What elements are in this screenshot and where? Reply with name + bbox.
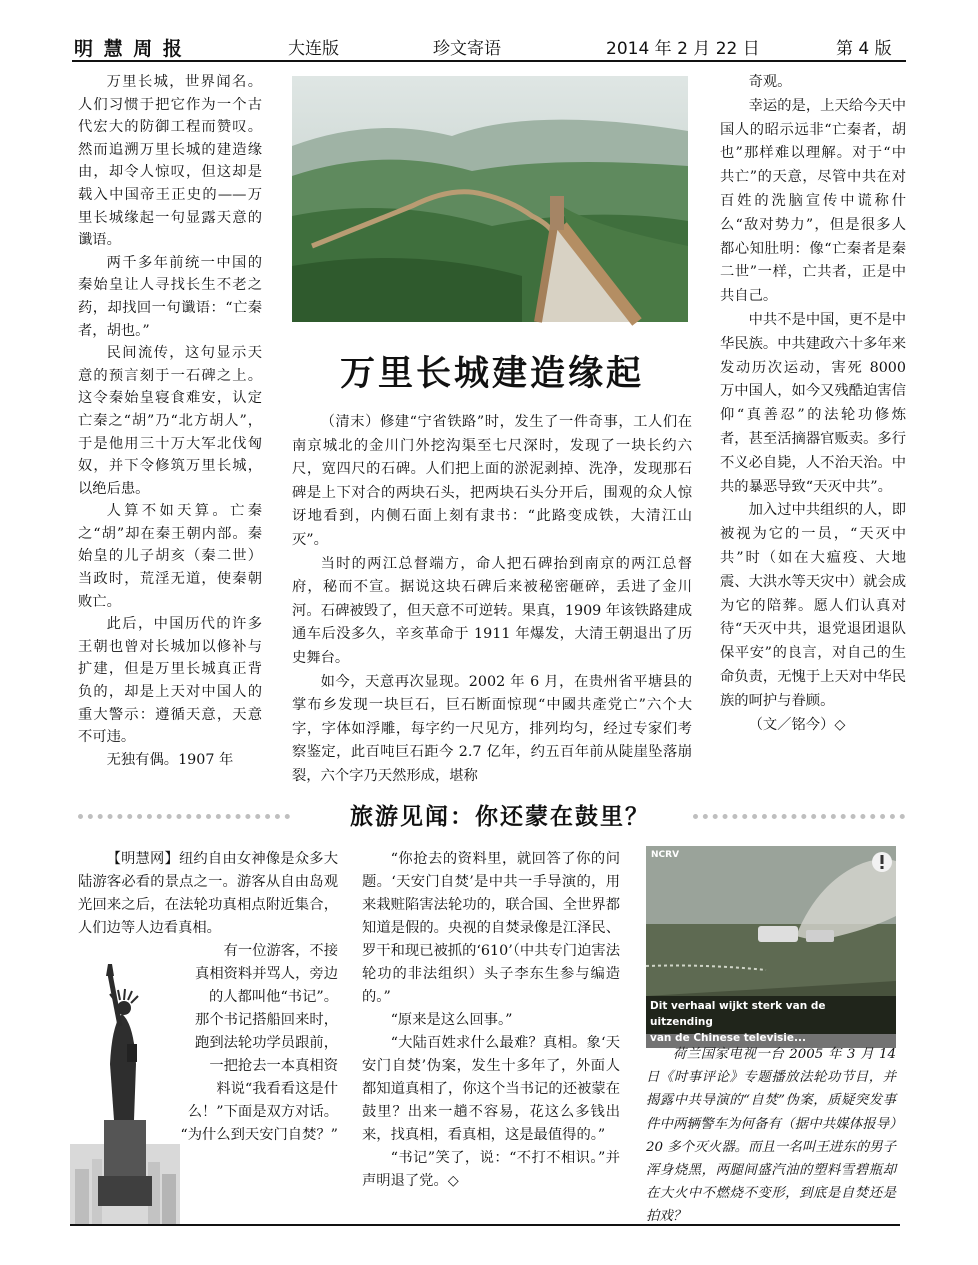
- text-line: “为什么到天安门自焚？”: [180, 1127, 338, 1143]
- article2-column-2: [362, 848, 620, 1193]
- overlay-line: Dit verhaal wijkt sterk van de uitzending: [650, 1000, 826, 1028]
- article1-column-1: [78, 71, 262, 771]
- article2-column-1: [176, 940, 338, 1147]
- edition-label: 大连版: [288, 39, 339, 59]
- article1-title: 万里长城建造缘起: [339, 353, 644, 394]
- header-rule: [72, 60, 906, 62]
- ncrv-logo: NCRV: [651, 850, 680, 860]
- paragraph: “原来是这么回事。”: [390, 1012, 513, 1028]
- text-line: 跑到法轮功学员跟前，: [195, 1035, 338, 1051]
- issue-date: 2014 年 2 月 22 日: [606, 39, 760, 59]
- tv-news-screenshot: [646, 846, 896, 1044]
- text-line: 那个书记搭船回来时，: [195, 1012, 338, 1028]
- byline: （文／铭今）◇: [748, 716, 846, 733]
- paragraph: 幸运的是，上天给今天中国人的昭示远非“亡秦者，胡也”那样难以理解。对于“中共亡”的天意，尽管中共在对百姓的洗脑宣传中谎称什么“敌对势力”，但是很多人都心知肚明：像“亡秦者是秦二世”一样，亡共者，正是中共自己。: [720, 97, 906, 305]
- great-wall-photo: [292, 76, 688, 322]
- section-label: 珍文寄语: [433, 39, 501, 59]
- masthead: 明 慧 周 报: [74, 38, 184, 60]
- page-number: 第 4 版: [836, 39, 892, 59]
- statue-of-liberty-photo: [70, 944, 180, 1224]
- text-line: 一把抢去一本真相资: [209, 1058, 338, 1074]
- divider-dots-left: [78, 814, 290, 819]
- paragraph: 中共不是中国，更不是中华民族。中共建政六十多年来发动历次运动，害死 8000 万中国人，如今又残酷迫害信仰“真善忍”的法轮功修炼者，甚至活摘器官贩卖。多行不义必自毙，人不治天治。中共的暴恶导致“天灭中共”。: [720, 311, 906, 495]
- text-line: 料说“我看看这是什: [216, 1081, 338, 1097]
- paragraph: 人算不如天算。亡秦之“胡”却在秦王朝内部。秦始皇的儿子胡亥（秦二世）当政时，荒淫无道，使秦朝败亡。: [78, 503, 262, 610]
- photo-caption: [646, 1043, 896, 1229]
- divider-dots-right: [693, 814, 905, 819]
- paragraph: 当时的两江总督端方，命人把石碑抬到南京的两江总督府，秘而不宣。据说这块石碑后来被秘密砸碎，丢进了金川河。石碑被毁了，但天意不可逆转。果真，1909 年该铁路建成通车后没多久，辛亥革命于 1911 年爆发，大清王朝退出了历史舞台。: [292, 555, 692, 666]
- photo-overlay-caption: [646, 996, 896, 1048]
- caption-text: 荷兰国家电视一台 2005 年 3 月 14 日《时事评论》专题播放法轮功节目，并揭露中共导演的“自焚”伪案，质疑突发事件中两辆警车为何备有（据中共媒体报导）20 多个灭火器。而且一名叫王进东的男子浑身烧黑，两腿间盛汽油的塑料雪碧瓶却在大火中不燃烧不变形，到底是自焚还是拍戏？: [646, 1047, 896, 1225]
- paragraph: 此后，中国历代的许多王朝也曾对长城加以修补与扩建，但是万里长城真正背负的，却是上天对中国人的重大警示：遵循天意，天意不可违。: [78, 616, 262, 746]
- paragraph: 万里长城，世界闻名。人们习惯于把它作为一个古代宏大的防御工程而赞叹。然而追溯万里长城的建造缘由，却令人惊叹，但这却是载入中国帝王正史的——万里长城缘起一句显露天意的谶语。: [78, 74, 262, 249]
- paragraph: 民间流传，这句显示天意的预言刻于一石碑之上。这令秦始皇寝食难安，认定亡秦之“胡”乃“北方胡人”，于是他用三十万大军北伐匈奴，并下令修筑万里长城，以绝后患。: [78, 345, 262, 497]
- paragraph: 【明慧网】纽约自由女神像是众多大陆游客必看的景点之一。游客从自由岛观光回来之后，在法轮功真相点附近集合，人们边等人边看真相。: [78, 851, 338, 936]
- paragraph: 加入过中共组织的人，即被视为它的一员，“天灭中共”时（如在大瘟疫、大地震、大洪水等天灾中）就会成为它的陪葬。愿人们认真对待“天灭中共，退党退团退队保平安”的良言，对自己的生命负责，无愧于上天对中华民族的呵护与眷顾。: [720, 502, 906, 709]
- paragraph: （清末）修建“宁省铁路”时，发生了一件奇事，工人们在南京城北的金川门外挖沟渠至七尺深时，发现了一块长约六尺，宽四尺的石碑。人们把上面的淤泥剥掉、洗净，发现那石碑是上下对合的两块石头，把两块石头分开后，围观的众人惊讶地看到，内侧石面上刻有隶书：“此路变成铁，大清江山灭”。: [292, 414, 692, 548]
- article2-lead: [78, 848, 338, 940]
- overlay-line: van de Chinese televisie...: [650, 1032, 806, 1044]
- paragraph: “大陆百姓求什么最难？真相。象‘天安门自焚’伪案，发生十多年了，外面人都知道真相了，你这个当书记的还被蒙在鼓里？出来一趟不容易，花这么多钱出来，找真相，看真相，这是最值得的。”: [362, 1035, 620, 1143]
- article1-column-3: [720, 71, 906, 737]
- text-line: 有一位游客，不接: [223, 943, 338, 959]
- text-line: 的人都叫他“书记”。: [209, 989, 338, 1005]
- article2-title: 旅游见闻：你还蒙在鼓里？: [350, 803, 650, 830]
- text-line: 真相资料并骂人，旁边: [195, 966, 338, 982]
- paragraph: 无独有偶。1907 年: [106, 751, 234, 768]
- paragraph: 如今，天意再次显现。2002 年 6 月，在贵州省平塘县的掌布乡发现一块巨石，巨石断面惊现“中國共產党亡”六个大字，字体如浮雕，每字约一尺见方，排列均匀，经过专家们考察鉴定，此百吨巨石距今 2.7 亿年，约五百年前从陡崖坠落崩裂，六个字乃天然形成，堪称: [292, 673, 692, 784]
- paragraph: “你抢去的资料里，就回答了你的问题。‘天安门自焚’是中共一手导演的，用来栽赃陷害法轮功的，联合国、全世界都知道是假的。央视的自焚录像是江泽民、罗干和现已被抓的‘610’（中共专门迫害法轮功的非法组织）头子李东生参与编造的。”: [362, 851, 620, 1005]
- article1-column-2: [292, 411, 692, 789]
- bottom-rule: [70, 1224, 900, 1226]
- paragraph: 两千多年前统一中国的秦始皇让人寻找长生不老之药，却找回一句谶语：“亡秦者，胡也。”: [78, 254, 262, 339]
- paragraph: 奇观。: [748, 74, 792, 90]
- text-line: 么！”下面是双方对话。: [187, 1104, 338, 1120]
- paragraph: “书记”笑了，说：“不打不相识。”并声明退了党。◇: [362, 1150, 620, 1189]
